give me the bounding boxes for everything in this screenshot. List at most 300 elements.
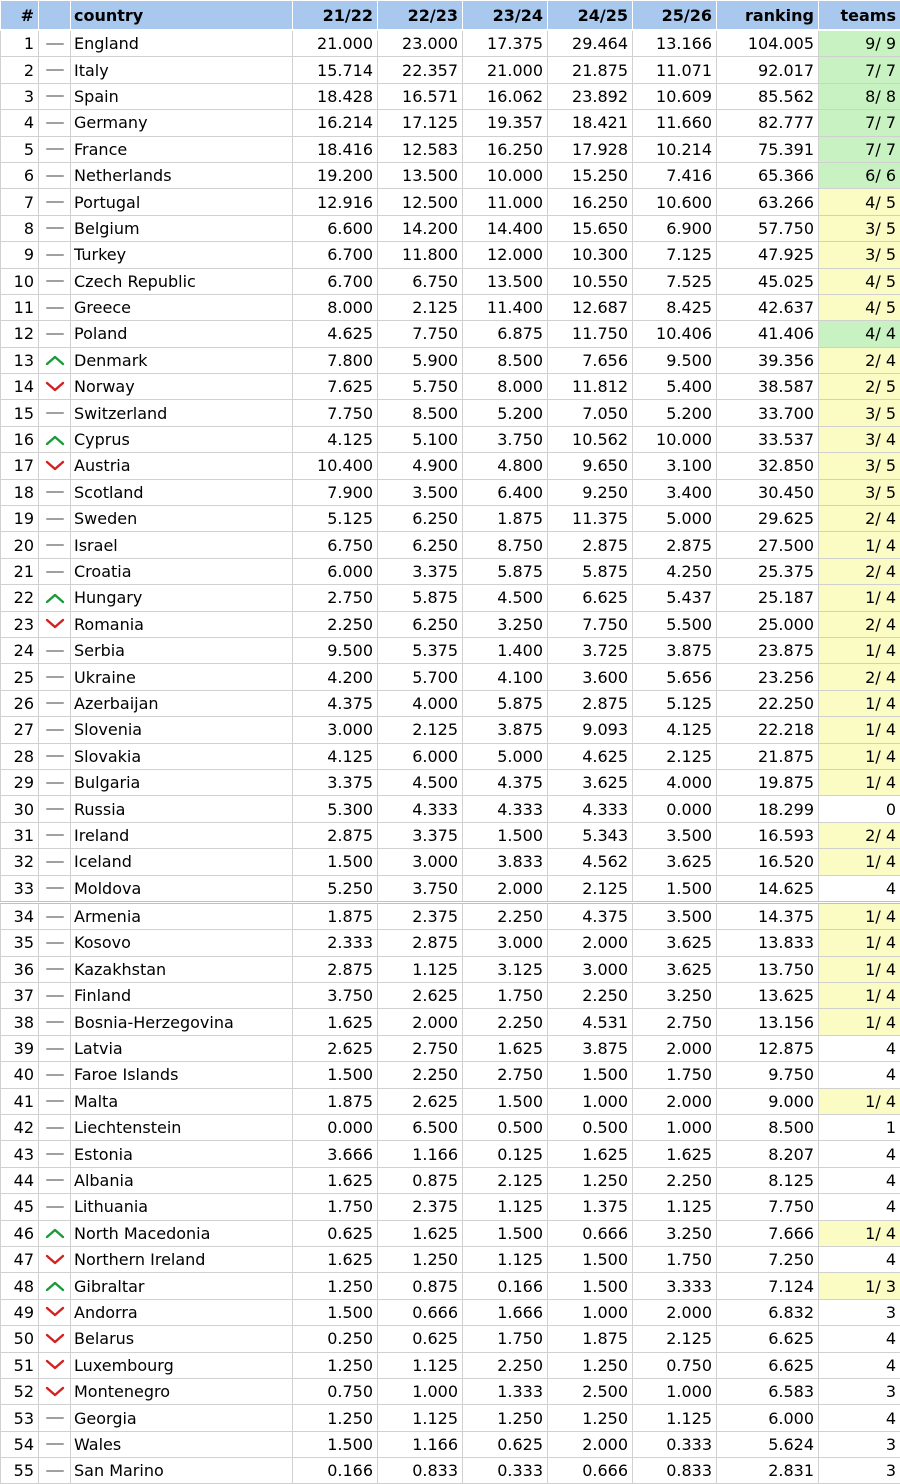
trend-cell: [39, 1458, 71, 1484]
rank-cell: 2: [1, 57, 39, 83]
table-row[interactable]: [1, 321, 900, 347]
table-row[interactable]: [1, 849, 900, 875]
season-25-26-cell: 0.833: [633, 1458, 717, 1484]
trend-cell: [39, 400, 71, 426]
trend-cell: [39, 1088, 71, 1114]
season-25-26-cell: 3.500: [633, 902, 717, 929]
season-22-23-cell: 2.250: [378, 1062, 463, 1088]
table-row[interactable]: [1, 1352, 900, 1378]
table-row[interactable]: [1, 690, 900, 716]
table-row[interactable]: [1, 1115, 900, 1141]
teams-cell: 4/ 5: [819, 189, 900, 215]
rank-cell: 14: [1, 374, 39, 400]
ranking-cell: 25.187: [717, 585, 819, 611]
trend-up-icon: [45, 433, 65, 447]
season-23-24-cell: 5.875: [463, 690, 548, 716]
trend-cell: [39, 426, 71, 452]
season-24-25-cell: 1.250: [548, 1352, 633, 1378]
rank-cell: 26: [1, 690, 39, 716]
table-row[interactable]: [1, 743, 900, 769]
season-25-26-cell: 1.750: [633, 1246, 717, 1272]
table-row[interactable]: [1, 347, 900, 373]
table-row[interactable]: [1, 1326, 900, 1352]
table-row[interactable]: [1, 902, 900, 929]
season-24-25-cell: 1.375: [548, 1194, 633, 1220]
season-25-26-cell: 5.125: [633, 690, 717, 716]
season-23-24-cell: 4.500: [463, 585, 548, 611]
trend-cell: [39, 347, 71, 373]
season-21-22-cell: 1.250: [293, 1352, 378, 1378]
season-22-23-cell: 7.750: [378, 321, 463, 347]
trend-unchanged-icon: [45, 63, 65, 77]
country-cell: Andorra: [71, 1299, 293, 1325]
country-cell: Bulgaria: [71, 769, 293, 795]
season-24-25-cell: 15.650: [548, 215, 633, 241]
season-24-25-cell: 2.875: [548, 532, 633, 558]
table-row[interactable]: [1, 1458, 900, 1484]
trend-cell: [39, 1062, 71, 1088]
season-24-25-cell: 15.250: [548, 162, 633, 188]
season-22-23-cell: 22.357: [378, 57, 463, 83]
season-22-23-cell: 5.875: [378, 585, 463, 611]
season-25-26-cell: 1.500: [633, 875, 717, 902]
rank-cell: 24: [1, 637, 39, 663]
trend-unchanged-icon: [45, 274, 65, 288]
season-24-25-cell: 4.562: [548, 849, 633, 875]
trend-cell: [39, 506, 71, 532]
season-22-23-cell: 6.250: [378, 506, 463, 532]
ranking-cell: 25.000: [717, 611, 819, 637]
season-25-26-cell: 2.000: [633, 1088, 717, 1114]
trend-cell: [39, 690, 71, 716]
season-21-22-cell: 1.500: [293, 1431, 378, 1457]
trend-cell: [39, 849, 71, 875]
trend-down-icon: [45, 1253, 65, 1267]
trend-unchanged-icon: [45, 1121, 65, 1135]
ranking-cell: 9.000: [717, 1088, 819, 1114]
country-cell: Greece: [71, 294, 293, 320]
trend-unchanged-icon: [45, 802, 65, 816]
season-24-25-cell: 9.250: [548, 479, 633, 505]
season-21-22-cell: 5.300: [293, 796, 378, 822]
country-cell: Switzerland: [71, 400, 293, 426]
table-row[interactable]: [1, 506, 900, 532]
table-row[interactable]: [1, 1220, 900, 1246]
season-23-24-cell: 6.875: [463, 321, 548, 347]
teams-cell: 7/ 7: [819, 57, 900, 83]
table-row[interactable]: [1, 532, 900, 558]
season-24-25-cell: 3.725: [548, 637, 633, 663]
ranking-cell: 13.833: [717, 930, 819, 956]
trend-cell: [39, 1220, 71, 1246]
ranking-cell: 92.017: [717, 57, 819, 83]
season-25-26-cell: 2.875: [633, 532, 717, 558]
ranking-cell: 7.750: [717, 1194, 819, 1220]
season-25-26-cell: 10.609: [633, 83, 717, 109]
season-25-26-cell: 10.406: [633, 321, 717, 347]
ranking-cell: 6.625: [717, 1326, 819, 1352]
table-row[interactable]: [1, 1088, 900, 1114]
season-22-23-cell: 2.875: [378, 930, 463, 956]
ranking-cell: 23.256: [717, 664, 819, 690]
season-21-22-cell: 10.400: [293, 453, 378, 479]
teams-cell: 4: [819, 1141, 900, 1167]
season-23-24-cell: 5.875: [463, 558, 548, 584]
header-season-23-24[interactable]: 23/24: [463, 1, 548, 31]
country-cell: Russia: [71, 796, 293, 822]
trend-unchanged-icon: [45, 512, 65, 526]
trend-cell: [39, 110, 71, 136]
season-22-23-cell: 6.750: [378, 268, 463, 294]
season-22-23-cell: 4.000: [378, 690, 463, 716]
season-24-25-cell: 3.600: [548, 664, 633, 690]
ranking-cell: 33.537: [717, 426, 819, 452]
season-22-23-cell: 5.375: [378, 637, 463, 663]
trend-down-icon: [45, 380, 65, 394]
season-21-22-cell: 6.750: [293, 532, 378, 558]
table-row[interactable]: [1, 822, 900, 848]
teams-cell: 8/ 8: [819, 83, 900, 109]
season-21-22-cell: 12.916: [293, 189, 378, 215]
season-21-22-cell: 6.600: [293, 215, 378, 241]
country-cell: Faroe Islands: [71, 1062, 293, 1088]
header-ranking[interactable]: ranking: [717, 1, 819, 31]
season-24-25-cell: 1.500: [548, 1246, 633, 1272]
season-23-24-cell: 8.500: [463, 347, 548, 373]
season-25-26-cell: 7.525: [633, 268, 717, 294]
season-21-22-cell: 6.700: [293, 268, 378, 294]
table-row[interactable]: [1, 1167, 900, 1193]
country-cell: North Macedonia: [71, 1220, 293, 1246]
country-cell: Ireland: [71, 822, 293, 848]
teams-cell: 1/ 4: [819, 983, 900, 1009]
season-22-23-cell: 6.000: [378, 743, 463, 769]
table-row[interactable]: [1, 57, 900, 83]
trend-down-icon: [45, 459, 65, 473]
trend-cell: [39, 796, 71, 822]
season-24-25-cell: 1.250: [548, 1167, 633, 1193]
teams-cell: 1/ 4: [819, 585, 900, 611]
ranking-cell: 65.366: [717, 162, 819, 188]
ranking-cell: 19.875: [717, 769, 819, 795]
season-24-25-cell: 2.000: [548, 930, 633, 956]
season-23-24-cell: 2.750: [463, 1062, 548, 1088]
country-cell: Serbia: [71, 637, 293, 663]
country-cell: Montenegro: [71, 1378, 293, 1404]
table-row[interactable]: [1, 215, 900, 241]
teams-cell: 1/ 4: [819, 902, 900, 929]
ranking-cell: 57.750: [717, 215, 819, 241]
ranking-cell: 82.777: [717, 110, 819, 136]
trend-cell: [39, 1352, 71, 1378]
trend-unchanged-icon: [45, 1147, 65, 1161]
season-23-24-cell: 4.100: [463, 664, 548, 690]
ranking-cell: 63.266: [717, 189, 819, 215]
table-row[interactable]: [1, 637, 900, 663]
season-21-22-cell: 1.875: [293, 902, 378, 929]
table-row[interactable]: [1, 136, 900, 162]
country-cell: Turkey: [71, 242, 293, 268]
season-23-24-cell: 3.250: [463, 611, 548, 637]
season-25-26-cell: 8.425: [633, 294, 717, 320]
season-21-22-cell: 19.200: [293, 162, 378, 188]
season-23-24-cell: 0.500: [463, 1115, 548, 1141]
season-25-26-cell: 4.125: [633, 717, 717, 743]
season-21-22-cell: 2.875: [293, 956, 378, 982]
country-cell: Albania: [71, 1167, 293, 1193]
teams-cell: 1/ 4: [819, 690, 900, 716]
rank-cell: 25: [1, 664, 39, 690]
trend-unchanged-icon: [45, 910, 65, 924]
country-cell: Estonia: [71, 1141, 293, 1167]
country-cell: England: [71, 30, 293, 57]
season-23-24-cell: 21.000: [463, 57, 548, 83]
table-body: [1, 30, 900, 1484]
teams-cell: 3/ 5: [819, 400, 900, 426]
season-23-24-cell: 3.750: [463, 426, 548, 452]
rank-cell: 30: [1, 796, 39, 822]
season-25-26-cell: 0.750: [633, 1352, 717, 1378]
country-cell: Slovakia: [71, 743, 293, 769]
table-row[interactable]: [1, 30, 900, 57]
trend-cell: [39, 1405, 71, 1431]
season-23-24-cell: 1.666: [463, 1299, 548, 1325]
season-23-24-cell: 1.625: [463, 1035, 548, 1061]
header-country[interactable]: country: [71, 1, 293, 31]
season-21-22-cell: 2.333: [293, 930, 378, 956]
season-25-26-cell: 3.250: [633, 983, 717, 1009]
table-row[interactable]: [1, 611, 900, 637]
season-24-25-cell: 2.500: [548, 1378, 633, 1404]
rank-cell: 54: [1, 1431, 39, 1457]
ranking-cell: 75.391: [717, 136, 819, 162]
table-row[interactable]: [1, 717, 900, 743]
season-23-24-cell: 14.400: [463, 215, 548, 241]
table-row[interactable]: [1, 585, 900, 611]
season-21-22-cell: 1.250: [293, 1273, 378, 1299]
teams-cell: 1/ 4: [819, 1009, 900, 1035]
header-season-25-26[interactable]: 25/26: [633, 1, 717, 31]
rank-cell: 55: [1, 1458, 39, 1484]
table-row[interactable]: [1, 1246, 900, 1272]
header-season-21-22[interactable]: 21/22: [293, 1, 378, 31]
table-row[interactable]: [1, 796, 900, 822]
season-21-22-cell: 0.625: [293, 1220, 378, 1246]
ranking-cell: 5.624: [717, 1431, 819, 1457]
rank-cell: 19: [1, 506, 39, 532]
header-season-24-25[interactable]: 24/25: [548, 1, 633, 31]
season-25-26-cell: 1.750: [633, 1062, 717, 1088]
trend-up-icon: [45, 1226, 65, 1240]
country-cell: Scotland: [71, 479, 293, 505]
teams-cell: 2/ 4: [819, 611, 900, 637]
table-row[interactable]: [1, 983, 900, 1009]
season-22-23-cell: 0.666: [378, 1299, 463, 1325]
ranking-cell: 8.500: [717, 1115, 819, 1141]
rank-cell: 13: [1, 347, 39, 373]
season-24-25-cell: 2.125: [548, 875, 633, 902]
ranking-cell: 13.156: [717, 1009, 819, 1035]
table-row[interactable]: [1, 875, 900, 902]
season-22-23-cell: 11.800: [378, 242, 463, 268]
table-row[interactable]: [1, 1378, 900, 1404]
season-22-23-cell: 3.000: [378, 849, 463, 875]
trend-cell: [39, 294, 71, 320]
teams-cell: 9/ 9: [819, 30, 900, 57]
table-row[interactable]: [1, 956, 900, 982]
table-row[interactable]: [1, 189, 900, 215]
table-row[interactable]: [1, 1035, 900, 1061]
table-row[interactable]: [1, 1062, 900, 1088]
ranking-cell: 23.875: [717, 637, 819, 663]
table-row[interactable]: [1, 294, 900, 320]
season-22-23-cell: 8.500: [378, 400, 463, 426]
season-23-24-cell: 3.833: [463, 849, 548, 875]
season-24-25-cell: 1.000: [548, 1088, 633, 1114]
table-row[interactable]: [1, 558, 900, 584]
country-cell: Cyprus: [71, 426, 293, 452]
season-21-22-cell: 1.250: [293, 1405, 378, 1431]
season-25-26-cell: 2.000: [633, 1299, 717, 1325]
ranking-cell: 16.520: [717, 849, 819, 875]
country-cell: Kosovo: [71, 930, 293, 956]
season-22-23-cell: 2.000: [378, 1009, 463, 1035]
country-cell: Spain: [71, 83, 293, 109]
season-21-22-cell: 7.900: [293, 479, 378, 505]
trend-cell: [39, 664, 71, 690]
country-cell: Poland: [71, 321, 293, 347]
season-21-22-cell: 9.500: [293, 637, 378, 663]
table-row[interactable]: [1, 110, 900, 136]
season-21-22-cell: 5.250: [293, 875, 378, 902]
teams-cell: 4: [819, 1062, 900, 1088]
season-22-23-cell: 5.750: [378, 374, 463, 400]
ranking-cell: 22.218: [717, 717, 819, 743]
table-row[interactable]: [1, 374, 900, 400]
rank-cell: 23: [1, 611, 39, 637]
season-22-23-cell: 1.000: [378, 1378, 463, 1404]
season-25-26-cell: 3.625: [633, 849, 717, 875]
table-row[interactable]: [1, 162, 900, 188]
table-row[interactable]: [1, 453, 900, 479]
ranking-cell: 7.124: [717, 1273, 819, 1299]
season-24-25-cell: 9.650: [548, 453, 633, 479]
teams-cell: 1/ 4: [819, 769, 900, 795]
table-row[interactable]: [1, 664, 900, 690]
season-22-23-cell: 1.625: [378, 1220, 463, 1246]
season-24-25-cell: 1.625: [548, 1141, 633, 1167]
country-cell: Gibraltar: [71, 1273, 293, 1299]
trend-cell: [39, 1431, 71, 1457]
ranking-cell: 41.406: [717, 321, 819, 347]
season-25-26-cell: 2.125: [633, 743, 717, 769]
season-24-25-cell: 2.875: [548, 690, 633, 716]
table-row[interactable]: [1, 242, 900, 268]
table-row[interactable]: [1, 268, 900, 294]
season-25-26-cell: 7.416: [633, 162, 717, 188]
season-25-26-cell: 5.500: [633, 611, 717, 637]
table-row[interactable]: [1, 1194, 900, 1220]
season-22-23-cell: 4.333: [378, 796, 463, 822]
ranking-cell: 7.666: [717, 1220, 819, 1246]
header-teams[interactable]: teams: [819, 1, 900, 31]
ranking-cell: 12.875: [717, 1035, 819, 1061]
rank-cell: 7: [1, 189, 39, 215]
table-row[interactable]: [1, 83, 900, 109]
teams-cell: 1/ 4: [819, 930, 900, 956]
season-23-24-cell: 4.333: [463, 796, 548, 822]
trend-unchanged-icon: [45, 776, 65, 790]
season-24-25-cell: 0.500: [548, 1115, 633, 1141]
trend-cell: [39, 136, 71, 162]
season-22-23-cell: 3.375: [378, 558, 463, 584]
country-cell: Austria: [71, 453, 293, 479]
table-row[interactable]: [1, 1273, 900, 1299]
country-cell: Portugal: [71, 189, 293, 215]
trend-cell: [39, 1246, 71, 1272]
season-25-26-cell: 3.625: [633, 956, 717, 982]
header-trend: [39, 1, 71, 31]
season-21-22-cell: 2.875: [293, 822, 378, 848]
table-row[interactable]: [1, 1141, 900, 1167]
table-row[interactable]: [1, 769, 900, 795]
table-row[interactable]: [1, 426, 900, 452]
table-row[interactable]: [1, 400, 900, 426]
teams-cell: 3: [819, 1378, 900, 1404]
season-22-23-cell: 23.000: [378, 30, 463, 57]
season-21-22-cell: 6.700: [293, 242, 378, 268]
season-22-23-cell: 2.625: [378, 1088, 463, 1114]
season-23-24-cell: 8.750: [463, 532, 548, 558]
season-23-24-cell: 1.333: [463, 1378, 548, 1404]
season-22-23-cell: 1.166: [378, 1431, 463, 1457]
teams-cell: 1/ 3: [819, 1273, 900, 1299]
country-cell: Finland: [71, 983, 293, 1009]
season-25-26-cell: 3.100: [633, 453, 717, 479]
season-21-22-cell: 7.625: [293, 374, 378, 400]
table-row[interactable]: [1, 1405, 900, 1431]
teams-cell: 4/ 4: [819, 321, 900, 347]
table-row[interactable]: [1, 479, 900, 505]
teams-cell: 4: [819, 875, 900, 902]
season-23-24-cell: 12.000: [463, 242, 548, 268]
trend-unchanged-icon: [45, 828, 65, 842]
season-22-23-cell: 2.125: [378, 294, 463, 320]
season-22-23-cell: 4.500: [378, 769, 463, 795]
trend-up-icon: [45, 353, 65, 367]
table-row[interactable]: [1, 1431, 900, 1457]
table-row[interactable]: [1, 1299, 900, 1325]
header-rank[interactable]: #: [1, 1, 39, 31]
season-21-22-cell: 0.166: [293, 1458, 378, 1484]
season-25-26-cell: 1.125: [633, 1405, 717, 1431]
country-cell: Germany: [71, 110, 293, 136]
table-row[interactable]: [1, 1009, 900, 1035]
ranking-cell: 18.299: [717, 796, 819, 822]
trend-cell: [39, 1167, 71, 1193]
country-cell: San Marino: [71, 1458, 293, 1484]
season-24-25-cell: 21.875: [548, 57, 633, 83]
season-25-26-cell: 3.625: [633, 930, 717, 956]
ranking-cell: 22.250: [717, 690, 819, 716]
trend-cell: [39, 479, 71, 505]
country-cell: Iceland: [71, 849, 293, 875]
ranking-cell: 6.832: [717, 1299, 819, 1325]
table-row[interactable]: [1, 930, 900, 956]
rank-cell: 18: [1, 479, 39, 505]
header-season-22-23[interactable]: 22/23: [378, 1, 463, 31]
season-23-24-cell: 1.400: [463, 637, 548, 663]
